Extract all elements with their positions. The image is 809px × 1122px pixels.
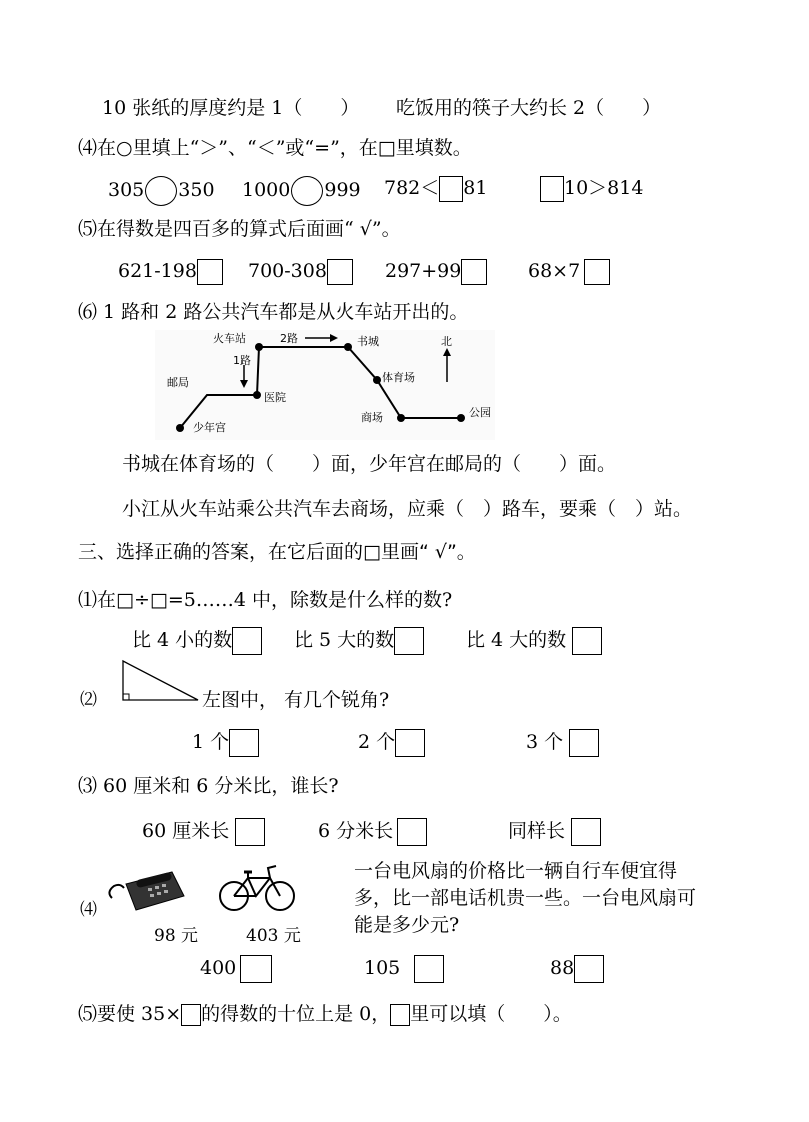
option-label: 2 个 <box>358 731 396 753</box>
answer-box[interactable] <box>181 1004 201 1026</box>
s3q4-text-line1: 一台电风扇的价格比一辆自行车便宜得 <box>354 860 678 882</box>
option-label: 比 4 小的数 <box>132 629 233 651</box>
label-stadium: 体育场 <box>382 371 415 384</box>
paper-thickness-question: 10 张纸的厚度约是 1（ ） <box>102 97 360 119</box>
answer-box[interactable] <box>414 955 444 983</box>
q4-item-3-left: 782＜ <box>384 177 440 199</box>
answer-box[interactable] <box>540 176 564 202</box>
option-label: 400 <box>200 957 237 979</box>
q6-instruction: ⑹ 1 路和 2 路公共汽车都是从火车站开出的。 <box>78 301 469 323</box>
section3-title: 三、选择正确的答案，在它后面的□里画“ √”。 <box>78 541 476 563</box>
answer-box[interactable] <box>395 729 425 757</box>
label-route2: 2路 <box>280 332 298 345</box>
stop-childrens-palace <box>176 424 184 432</box>
option-label: 6 分米长 <box>318 820 394 842</box>
answer-box[interactable] <box>572 627 602 655</box>
s3q3-option-3 <box>508 818 601 846</box>
q5-item-2 <box>248 259 353 285</box>
option-label: 同样长 <box>508 820 566 842</box>
triangle <box>123 661 198 700</box>
s3q5-question <box>78 1002 572 1026</box>
right-angle-mark <box>123 694 129 700</box>
stop-stadium <box>373 376 381 384</box>
label-bookstore: 书城 <box>357 335 379 348</box>
answer-box[interactable] <box>461 259 487 285</box>
s3q2-option-2 <box>358 729 425 757</box>
s3q5-middle: 的得数的十位上是 0， <box>201 1003 391 1025</box>
s3q1-option-3 <box>466 627 602 655</box>
compare-circle[interactable] <box>291 176 323 206</box>
label-childrens-palace: 少年宫 <box>193 421 226 434</box>
q4-item-2 <box>242 176 361 206</box>
answer-box[interactable] <box>569 729 599 757</box>
q5-expr: 297+99 <box>385 260 462 282</box>
bike-price: 403 元 <box>246 926 301 946</box>
option-label: 1 个 <box>192 731 230 753</box>
s3q4-text-line2: 多，比一部电话机贵一些。一台电风扇可 <box>354 887 697 909</box>
answer-box[interactable] <box>571 818 601 846</box>
phone-cord <box>109 885 124 898</box>
s3q1-question: ⑴在□÷□=5……4 中，除数是什么样的数? <box>78 589 453 611</box>
s3q4-text-line3: 能是多少元? <box>354 914 460 936</box>
label-hospital: 医院 <box>264 391 286 404</box>
s3q4-option-2 <box>364 955 444 983</box>
q4-item-3-right: 81 <box>463 177 488 199</box>
q4-item-4-right: 10＞814 <box>564 177 644 199</box>
s3q5-prefix: ⑸要使 35× <box>78 1003 182 1025</box>
option-label: 比 4 大的数 <box>466 629 567 651</box>
answer-box[interactable] <box>197 259 223 285</box>
bus-route-map <box>155 330 495 440</box>
q5-instruction: ⑸在得数是四百多的算式后面画“ √”。 <box>78 218 401 240</box>
q6-line1: 书城在体育场的（ ）面，少年宫在邮局的（ ）面。 <box>122 453 617 475</box>
right-triangle-figure <box>120 658 202 704</box>
s3q2-option-3 <box>526 729 599 757</box>
s3q4-option-1 <box>200 955 272 983</box>
s3q2-question: 左图中， 有几个锐角? <box>202 689 390 711</box>
s3q4-option-3 <box>550 955 604 983</box>
stop-park <box>457 414 465 422</box>
s3q3-question: ⑶ 60 厘米和 6 分米比，谁长? <box>78 775 339 797</box>
answer-box[interactable] <box>240 955 272 983</box>
label-route1: 1路 <box>233 354 251 367</box>
handlebar <box>268 866 276 878</box>
stop-bookstore <box>344 343 352 351</box>
s3q1-option-1 <box>132 627 262 655</box>
option-label: 60 厘米长 <box>142 820 230 842</box>
answer-box[interactable] <box>439 176 463 202</box>
q4-item-2-left: 1000 <box>242 179 291 201</box>
answer-box[interactable] <box>397 818 427 846</box>
s3q3-option-1 <box>142 818 265 846</box>
s3q2-option-1 <box>192 729 259 757</box>
q4-item-3 <box>384 176 487 202</box>
q5-expr: 621-198 <box>118 260 197 282</box>
option-label: 88 <box>550 957 575 979</box>
q5-item-1 <box>118 259 223 285</box>
label-mall: 商场 <box>361 411 383 424</box>
q4-item-1 <box>108 176 215 206</box>
q4-item-2-right: 999 <box>324 179 361 201</box>
stop-hospital <box>253 391 261 399</box>
s3q2-number: ⑵ <box>80 690 97 710</box>
label-post-office: 邮局 <box>167 376 189 389</box>
q5-item-4 <box>528 259 610 285</box>
q4-item-4 <box>540 176 643 202</box>
q4-item-1-left: 305 <box>108 179 145 201</box>
q5-expr: 700-308 <box>248 260 327 282</box>
phone-price: 98 元 <box>154 926 199 946</box>
answer-box[interactable] <box>232 627 262 655</box>
q5-item-3 <box>385 259 487 285</box>
s3q3-option-2 <box>318 818 427 846</box>
compare-circle[interactable] <box>145 176 177 206</box>
s3q1-option-2 <box>294 627 424 655</box>
answer-box[interactable] <box>229 729 259 757</box>
chopsticks-question: 吃饭用的筷子大约长 2（ ） <box>396 97 662 119</box>
answer-box[interactable] <box>390 1004 410 1026</box>
label-park: 公园 <box>469 406 491 419</box>
option-label: 105 <box>364 957 401 979</box>
q4-item-1-right: 350 <box>178 179 215 201</box>
q5-expr: 68×7 <box>528 260 581 282</box>
q4-instruction: ⑷在○里填上“＞”、“＜”或“=”，在□里填数。 <box>78 137 472 159</box>
q6-line2: 小江从火车站乘公共汽车去商场，应乘（ ）路车，要乘（ ）站。 <box>122 498 693 520</box>
option-label: 比 5 大的数 <box>294 629 395 651</box>
label-north: 北 <box>441 335 452 348</box>
option-label: 3 个 <box>526 731 564 753</box>
answer-box[interactable] <box>394 627 424 655</box>
answer-box[interactable] <box>235 818 265 846</box>
stop-mall <box>397 414 405 422</box>
s3q5-suffix: 里可以填（ ）。 <box>410 1003 572 1025</box>
telephone-image <box>106 868 186 914</box>
stop-train-station <box>255 343 263 351</box>
answer-box[interactable] <box>574 955 604 983</box>
s3q4-number: ⑷ <box>80 900 97 920</box>
answer-box[interactable] <box>584 259 610 285</box>
bicycle-image <box>218 858 296 914</box>
answer-box[interactable] <box>327 259 353 285</box>
label-train-station: 火车站 <box>213 332 246 345</box>
